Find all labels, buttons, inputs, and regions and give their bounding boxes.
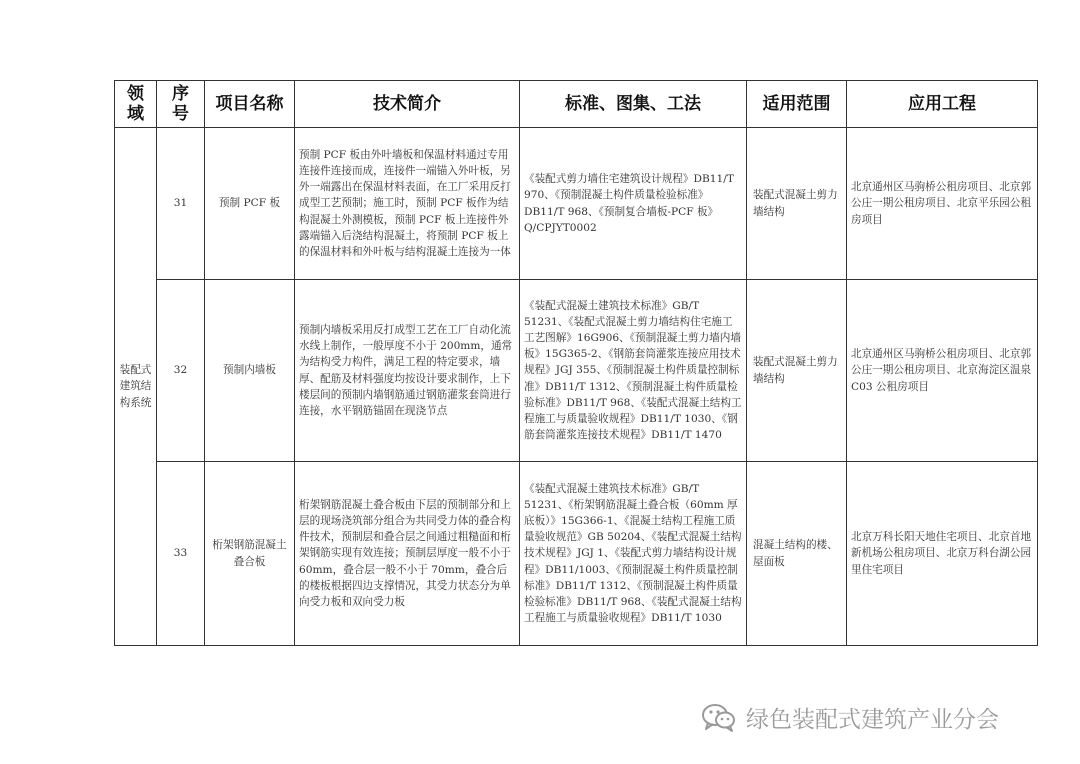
watermark-text: 绿色装配式建筑产业分会 xyxy=(746,706,999,733)
row-intro: 预制 PCF 板由外叶墙板和保温材料通过专用连接件连接而成，连接件一端锚入外叶板，另外一端露出在保温材料表面，在工厂采用反打成型工艺预制；施工时，预制 PCF 板作为结构混凝土外测模板，预制 PCF 板上连接件外露端锚入后浇结构混凝土，将预制 PCF 板上的保温材料和外叶板与结构混凝土连接为一体 xyxy=(295,128,520,280)
header-domain: 领域 xyxy=(115,81,157,128)
row-number: 33 xyxy=(157,462,205,646)
row-number: 31 xyxy=(157,128,205,280)
row-number: 32 xyxy=(157,280,205,462)
domain-cell: 装配式建筑结构系统 xyxy=(115,128,157,646)
standards-table xyxy=(114,80,1038,646)
header-intro: 技术简介 xyxy=(295,81,520,128)
table-row xyxy=(115,128,1038,280)
row-projects: 北京万科长阳天地住宅项目、北京首地新机场公租房项目、北京万科台湖公园里住宅项目 xyxy=(847,462,1038,646)
header-row xyxy=(115,81,1038,128)
row-project-name: 桁架钢筋混凝土叠合板 xyxy=(205,462,295,646)
table-row xyxy=(115,280,1038,462)
row-standards: 《装配式混凝土建筑技术标准》GB/T 51231、《桁架钢筋混凝土叠合板（60mm 厚底板）》15G366-1、《混凝土结构工程施工质量验收规范》GB 50204、《装配式混凝土结构技术规程》JGJ 1、《装配式剪力墙结构设计规程》DB11/1003、《预制混凝土构件质量控制标准》DB11/T 1312、《预制混凝土构件质量检验标准》DB11/T 968、《装配式混凝土结构工程施工与质量验收规程》DB11/T 1030 xyxy=(520,462,747,646)
row-project-name: 预制 PCF 板 xyxy=(205,128,295,280)
row-scope: 装配式混凝土剪力墙结构 xyxy=(747,128,847,280)
header-projects: 应用工程 xyxy=(847,81,1038,128)
header-standards: 标准、图集、工法 xyxy=(520,81,747,128)
row-standards: 《装配式剪力墙住宅建筑设计规程》DB11/T 970、《预制混凝土构件质量检验标准》DB11/T 968、《预制复合墙板-PCF 板》Q/CPJYT0002 xyxy=(520,128,747,280)
header-scope: 适用范围 xyxy=(747,81,847,128)
header-project-name: 项目名称 xyxy=(205,81,295,128)
row-scope: 混凝土结构的楼、屋面板 xyxy=(747,462,847,646)
row-standards: 《装配式混凝土建筑技术标准》GB/T 51231、《装配式混凝土剪力墙结构住宅施工工艺图解》16G906、《预制混凝土剪力墙内墙板》15G365-2、《钢筋套筒灌浆连接应用技术规程》JGJ 355、《预制混凝土构件质量控制标准》DB11/T 1312、《预制混凝土构件质量检验标准》DB11/T 968、《装配式混凝土结构工程施工与质量验收规程》DB11/T 1030、《钢筋套筒灌浆连接技术规程》DB11/T 1470 xyxy=(520,280,747,462)
row-projects: 北京通州区马驹桥公租房项目、北京郭公庄一期公租房项目、北京海淀区温泉 C03 公租房项目 xyxy=(847,280,1038,462)
row-intro: 预制内墙板采用反打成型工艺在工厂自动化流水线上制作，一般厚度不小于 200mm，通常为结构受力构件，满足工程的特定要求，墙厚、配筋及材料强度均按设计要求制作，上下楼层间的预制内墙钢筋通过钢筋灌浆套筒进行连接，水平钢筋锚固在现浇节点 xyxy=(295,280,520,462)
row-projects: 北京通州区马驹桥公租房项目、北京郭公庄一期公租房项目、北京平乐园公租房项目 xyxy=(847,128,1038,280)
row-intro: 桁架钢筋混凝土叠合板由下层的预制部分和上层的现场浇筑部分组合为共同受力体的叠合构件技术，预制层和叠合层之间通过粗糙面和桁架钢筋实现有效连接；预制层厚度一般不小于 60mm，叠合层一般不小于 70mm，叠合后的楼板根据四边支撑情况，其受力状态分为单向受力板和双向受力板 xyxy=(295,462,520,646)
header-number: 序号 xyxy=(157,81,205,128)
row-project-name: 预制内墙板 xyxy=(205,280,295,462)
watermark xyxy=(700,700,999,734)
table-row xyxy=(115,462,1038,646)
row-scope: 装配式混凝土剪力墙结构 xyxy=(747,280,847,462)
wechat-icon xyxy=(700,702,738,732)
